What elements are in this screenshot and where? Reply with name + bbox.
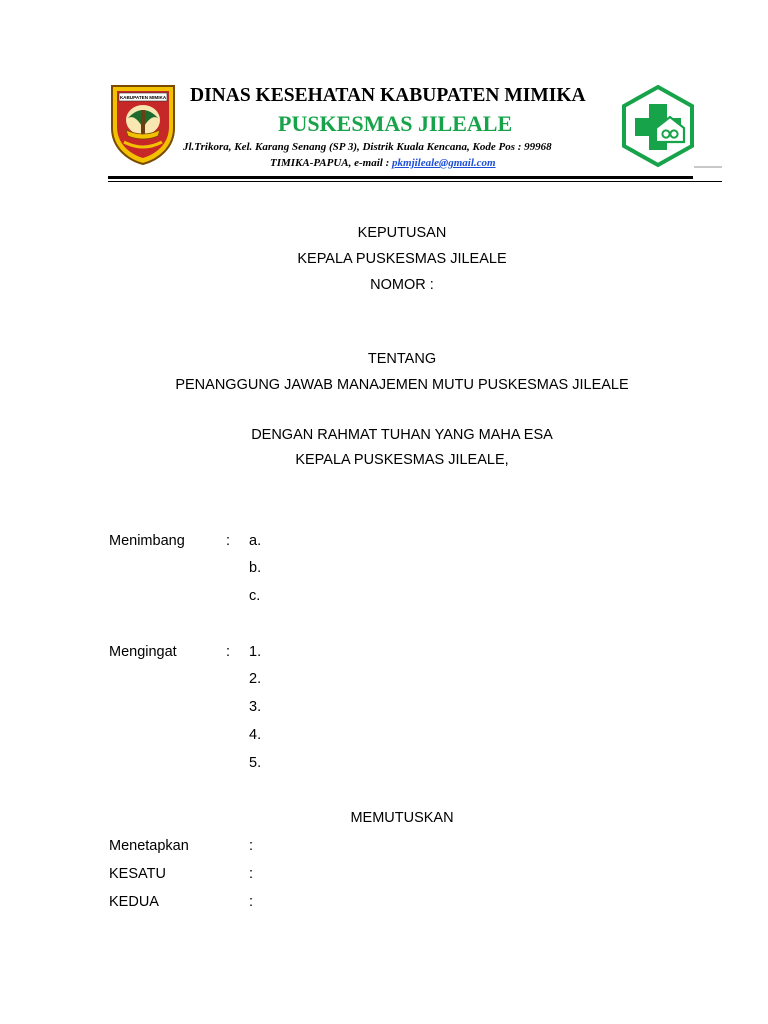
menetapkan-label: Menetapkan [109, 838, 189, 854]
email-link[interactable]: pkmjileale@gmail.com [392, 157, 496, 169]
letterhead-rule-thin [108, 181, 722, 182]
regency-emblem-logo [108, 84, 178, 166]
letterhead-rule-thick [108, 176, 693, 179]
address-line: Jl.Trikora, Kel. Karang Senang (SP 3), Distrik Kuala Kencana, Kode Pos : 99968 [183, 141, 552, 153]
kesatu-colon: : [249, 866, 254, 882]
decree-issuer: KEPALA PUSKESMAS JILEALE [297, 251, 507, 267]
kedua-colon: : [249, 894, 254, 910]
preamble-line-1: DENGAN RAHMAT TUHAN YANG MAHA ESA [251, 427, 553, 443]
menimbang-item: b. [249, 560, 262, 576]
menetapkan-colon: : [249, 838, 254, 854]
mengingat-item: 4. [249, 727, 262, 743]
svg-text:KABUPATEN MIMIKA: KABUPATEN MIMIKA [119, 95, 167, 100]
subject-text: PENANGGUNG JAWAB MANAJEMEN MUTU PUSKESMAS JILEALE [175, 377, 629, 393]
subject-label: TENTANG [367, 351, 437, 367]
facility-name: PUSKESMAS JILEALE [278, 111, 513, 136]
menimbang-colon: : [226, 533, 231, 549]
decree-title: KEPUTUSAN [357, 225, 447, 241]
mengingat-item: 1. [249, 644, 262, 660]
faint-mark [694, 166, 722, 168]
mengingat-item: 2. [249, 671, 262, 687]
city-email-label: TIMIKA-PAPUA, e-mail : [270, 157, 393, 169]
kesatu-label: KESATU [109, 866, 166, 882]
menimbang-item: c. [249, 588, 261, 604]
preamble-line-2: KEPALA PUSKESMAS JILEALE, [295, 452, 509, 468]
address-line-2 [270, 157, 496, 169]
mengingat-item: 3. [249, 699, 262, 715]
decree-number: NOMOR : [370, 277, 434, 293]
menimbang-item: a. [249, 533, 262, 549]
agency-name: DINAS KESEHATAN KABUPATEN MIMIKA [190, 85, 586, 106]
kedua-label: KEDUA [109, 894, 159, 910]
decision-heading: MEMUTUSKAN [350, 810, 454, 826]
menimbang-label: Menimbang [109, 533, 185, 549]
mengingat-colon: : [226, 644, 231, 660]
mengingat-item: 5. [249, 755, 262, 771]
mengingat-label: Mengingat [109, 644, 177, 660]
puskesmas-logo [620, 84, 696, 168]
